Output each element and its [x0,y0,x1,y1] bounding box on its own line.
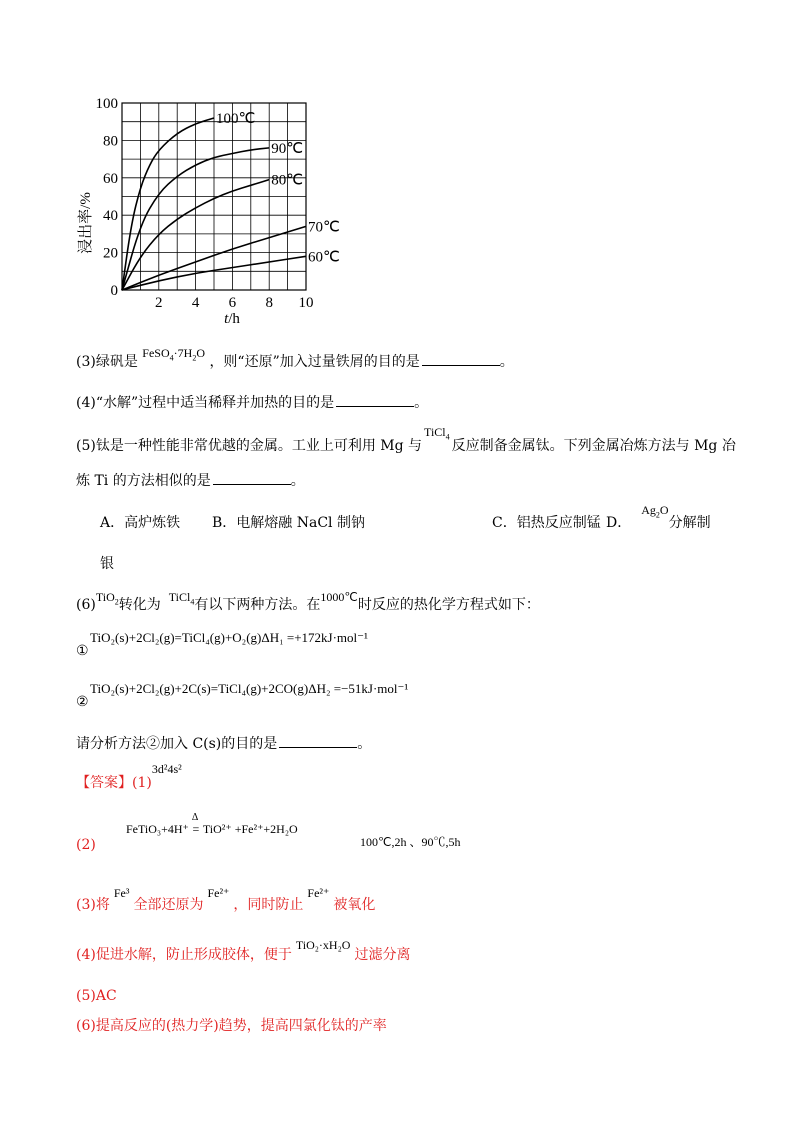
y-tick-label: 0 [110,283,118,299]
equation-1: TiO₂(s)+2Cl₂(g)=TiCl₄(g)+O₂(g)ΔH₁ =+172kJ·mol⁻¹ [90,630,368,645]
q4-text: (4)“水解”过程中适当稀释并加热的目的是 [76,395,335,411]
question-5-line2: 炼 Ti 的方法相似的是 。 [76,473,305,489]
x-axis-label: t/h [224,311,240,327]
q5-option-b[interactable]: B．电解熔融 NaCl 制钠 [212,515,365,531]
q5-option-a[interactable]: A．高炉炼铁 [100,515,181,531]
q3-formula: $FeSO_4\cdot 7H_2O$ [142,346,205,363]
q5-option-c[interactable]: C．铝热反应制锰 [492,515,601,531]
question-4: (4)“水解”过程中适当稀释并加热的目的是 。 [76,395,429,411]
answer-6: (6)提高反应的(热力学)趋势，提高四氯化钛的产率 [76,1018,387,1034]
question-6-ask: 请分析方法②加入 C(s)的目的是 。 [76,736,372,752]
q5-option-d-wrap: 银 [100,556,114,572]
y-tick-label: 60 [103,170,118,187]
equation-1-number: ① [76,643,89,659]
curve-label: 70℃ [308,219,340,236]
answer-2-conditions: 100℃,2h 、90℃,5h [360,835,461,849]
q3-prefix: (3)绿矾是 [76,354,138,370]
q5-option-d[interactable]: D．$Ag_2O$分解制 [606,503,711,531]
x-tick-label: 10 [298,295,314,311]
question-5-line1: (5)钛是一种性能非常优越的金属。工业上可利用 Mg 与TiCl$_4$反应制备金属钛。下列金属冶炼方法与 Mg 冶 [76,425,736,454]
equation-2-number: ② [76,694,89,710]
y-tick-label: 100 [95,96,118,112]
x-tick-label: 6 [228,295,237,311]
answer-5: (5)AC [76,988,117,1004]
q6-blank[interactable] [279,735,357,748]
curve-label: 60℃ [308,249,340,266]
q4-blank[interactable] [336,394,414,407]
equation-2: TiO₂(s)+2Cl₂(g)+2C(s)=TiCl₄(g)+2CO(g)ΔH₂ =−51kJ·mol⁻¹ [90,681,409,696]
answer-tag: 【答案】 [76,775,132,791]
y-tick-label: 40 [103,208,118,225]
answer-4: (4)促进水解，防止形成胶体，便于TiO₂·xH₂O过滤分离 [76,938,411,963]
y-axis-label: 浸出率/% [78,192,94,254]
answer-1: 【答案】(1)3d²4s² [76,762,182,791]
question-6: (6)TiO$_2$转化为 TiCl$_4$有以下两种方法。在1000℃时反应的热化学方程式如下： [76,590,540,613]
leaching-rate-chart [60,90,340,330]
curve-label: 80℃ [271,172,304,189]
x-tick-label: 8 [265,295,273,311]
curve-label: 100℃ [216,110,256,127]
y-tick-label: 20 [103,245,118,262]
x-tick-label: 4 [191,295,200,311]
q5-formula: TiCl$_4$ [424,425,450,442]
answer-3: (3)将Fe³全部还原为Fe²⁺，同时防止Fe²⁺被氧化 [76,886,376,913]
q3-suffix: ，则“还原”加入过量铁屑的目的是 [209,354,420,370]
answer-2-number: (2) [76,837,96,853]
curve-label: 90℃ [271,140,304,157]
answer-2-equation: FeTiO₃+4H⁺ Δ = TiO²⁺ +Fe²⁺+2H₂O [126,812,298,836]
y-tick-label: 80 [103,133,118,150]
q3-blank[interactable] [422,353,500,366]
question-3: (3)绿矾是 $FeSO_4\cdot 7H_2O$ ，则“还原”加入过量铁屑的目的是 。 [76,346,514,370]
x-tick-label: 2 [155,295,163,311]
q5-blank[interactable] [213,472,291,485]
